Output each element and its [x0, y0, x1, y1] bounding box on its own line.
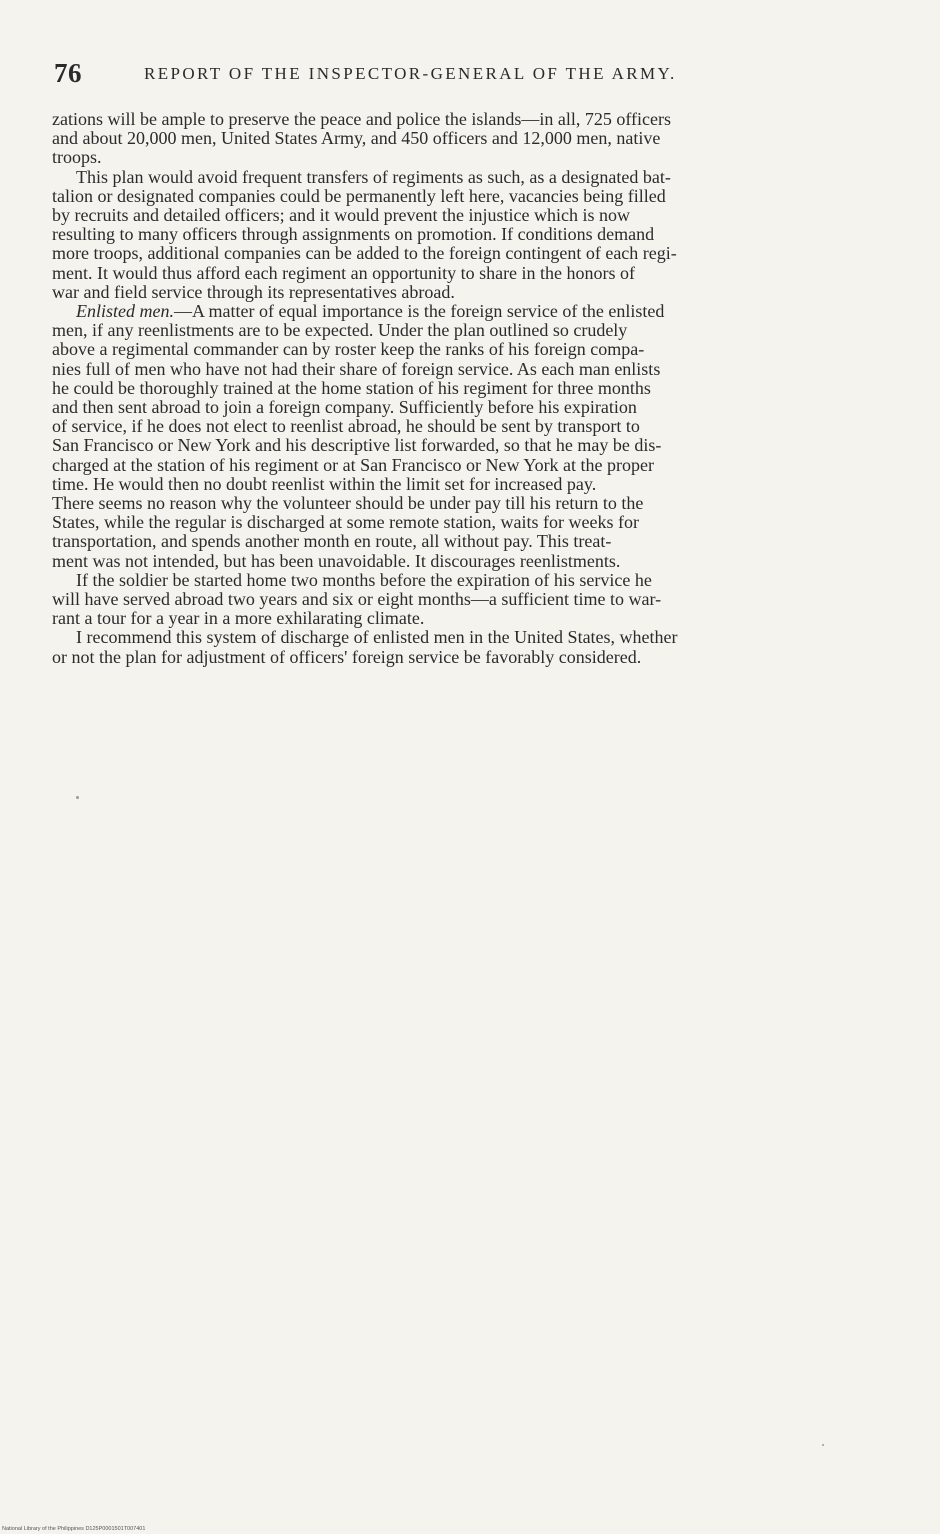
text-line: time. He would then no doubt reenlist within the limit set for increased pay. [52, 473, 597, 494]
text-line: ment was not intended, but has been unavoidable. It discourages reenlistments. [52, 550, 621, 571]
page-number: 76 [54, 58, 82, 88]
text-line [52, 302, 880, 321]
text-line: If the soldier be started home two months before the expiration of his service he [76, 569, 652, 590]
text-line: resulting to many officers through assignments on promotion. If conditions demand [52, 224, 655, 245]
text-line: States, while the regular is discharged at some remote station, waits for weeks for [52, 512, 640, 533]
page-header [54, 58, 884, 88]
text-line: will have served abroad two years and six or eight months—a sufficient time to war- [52, 589, 662, 610]
text-line: San Francisco or New York and his descriptive list forwarded, so that he may be dis- [52, 435, 662, 456]
scan-footer: National Library of the Philippines D125P0001501T007401 [2, 1526, 146, 1532]
text-line: zations will be ample to preserve the peace and police the islands—in all, 725 officers [52, 109, 671, 129]
text-line: I recommend this system of discharge of enlisted men in the United States, whether [76, 627, 678, 648]
text-line: by recruits and detailed officers; and it would prevent the injustice which is now [52, 205, 631, 226]
text-line: transportation, and spends another month en route, all without pay. This treat- [52, 531, 612, 552]
text-line: more troops, additional companies can be added to the foreign contingent of each regi- [52, 243, 677, 264]
text-line: charged at the station of his regiment or at San Francisco or New York at the proper [52, 454, 655, 475]
text-line: troops. [52, 147, 102, 168]
text-line: There seems no reason why the volunteer should be under pay till his return to the [52, 493, 644, 514]
text-run: —A matter of equal importance is the foreign service of the enlisted [173, 301, 665, 322]
text-line: he could be thoroughly trained at the home station of his regiment for three months [52, 377, 651, 398]
text-line: above a regimental commander can by roster keep the ranks of his foreign compa- [52, 339, 645, 360]
text-line: and then sent abroad to join a foreign company. Sufficiently before his expiration [52, 397, 637, 418]
text-line: and about 20,000 men, United States Army, and 450 officers and 12,000 men, native [52, 128, 661, 149]
text-line: of service, if he does not elect to reenlist abroad, he should be sent by transport to [52, 416, 640, 437]
paper-speck [76, 796, 79, 799]
section-heading: Enlisted men. [76, 301, 174, 322]
running-head: REPORT OF THE INSPECTOR-GENERAL OF THE ARMY. [144, 64, 677, 83]
text-line: men, if any reenlistments are to be expected. Under the plan outlined so crudely [52, 320, 628, 341]
body-text [52, 110, 880, 667]
paper-speck [822, 1444, 824, 1446]
text-line: talion or designated companies could be permanently left here, vacancies being filled [52, 185, 666, 206]
text-line: or not the plan for adjustment of officers' foreign service be favorably considered. [52, 646, 642, 667]
text-line: rant a tour for a year in a more exhilarating climate. [52, 608, 425, 629]
text-line: ment. It would thus afford each regiment an opportunity to share in the honors of [52, 262, 636, 283]
text-line: war and field service through its representatives abroad. [52, 281, 455, 302]
text-line: This plan would avoid frequent transfers of regiments as such, as a designated bat- [76, 166, 671, 187]
text-line: nies full of men who have not had their share of foreign service. As each man enlists [52, 358, 661, 379]
